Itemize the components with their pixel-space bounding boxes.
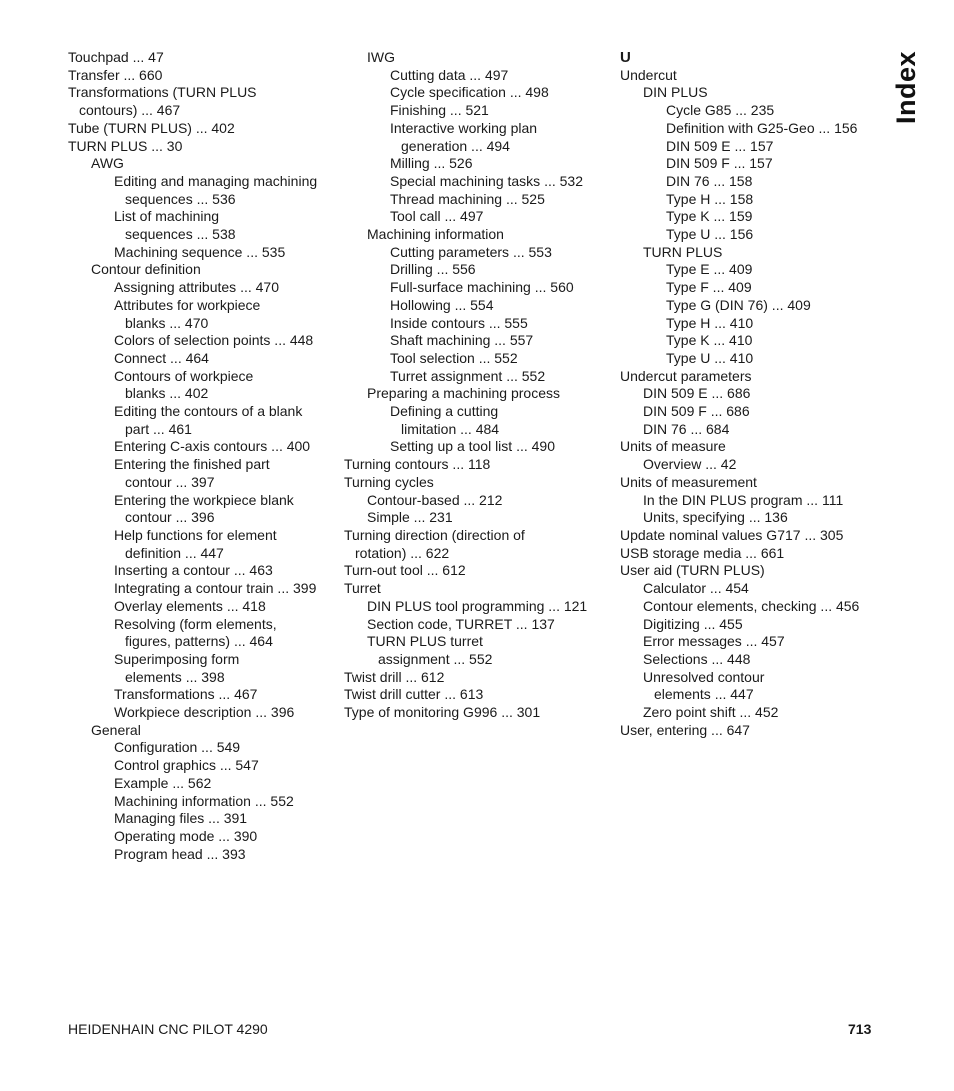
index-entry <box>344 102 614 120</box>
index-entry <box>68 616 338 651</box>
index-section-letter <box>620 49 870 67</box>
footer-page-number: 713 <box>848 1021 872 1037</box>
index-entry <box>68 492 338 527</box>
index-entry-text: DIN PLUS tool programming ... 121 <box>367 597 588 614</box>
index-entry-text: Control graphics ... 547 <box>114 757 259 774</box>
index-entry-text: USB storage media ... 661 <box>620 544 785 561</box>
index-entry <box>344 67 614 85</box>
index-entry-text: Type U ... 410 <box>666 349 754 366</box>
index-entry-text: Units, specifying ... 136 <box>643 509 788 526</box>
index-entry-text: Hollowing ... 554 <box>390 296 494 313</box>
index-entry-text: Managing files ... 391 <box>114 810 248 827</box>
index-entry <box>344 244 614 262</box>
index-entry-text: Contour definition <box>91 261 201 278</box>
index-entry-text: TURN PLUS turret <box>367 633 483 650</box>
index-entry <box>620 403 870 421</box>
index-entry <box>620 332 870 350</box>
index-entry <box>68 297 338 332</box>
index-entry <box>68 49 338 67</box>
index-entry <box>620 84 870 102</box>
index-entry-text: Turning contours ... 118 <box>344 456 491 473</box>
footer-publication: HEIDENHAIN CNC PILOT 4290 <box>68 1021 268 1037</box>
index-entry-text: Digitizing ... 455 <box>643 615 743 632</box>
index-entry-text: Type H ... 158 <box>666 190 754 207</box>
index-entry-text: Twist drill cutter ... 613 <box>344 686 484 703</box>
index-entry-text: Turning direction (direction of <box>344 526 525 543</box>
index-entry-text: Machining information <box>367 226 504 243</box>
index-entry <box>344 669 614 687</box>
index-entry <box>620 438 870 456</box>
index-entry <box>620 208 870 226</box>
index-entry <box>344 527 614 562</box>
index-entry <box>344 332 614 350</box>
index-entry-text: DIN 76 ... 158 <box>666 172 753 189</box>
index-entry <box>620 545 870 563</box>
index-entry <box>620 669 870 704</box>
index-entry <box>344 261 614 279</box>
index-entry-text: Drilling ... 556 <box>390 261 476 278</box>
index-entry-text: User aid (TURN PLUS) <box>620 562 765 579</box>
index-entry-text: Contour elements, checking ... 456 <box>643 597 860 614</box>
index-entry <box>68 261 338 279</box>
index-entry-text: Type of monitoring G996 ... 301 <box>344 704 541 721</box>
index-entry-text: U <box>620 49 631 66</box>
index-entry <box>68 527 338 562</box>
index-entry-text: Definition with G25-Geo ... 156 <box>666 119 858 136</box>
index-entry <box>68 580 338 598</box>
index-entry-continuation: part ... 461 <box>125 420 192 437</box>
index-entry <box>344 120 614 155</box>
index-entry <box>68 828 338 846</box>
index-entry-text: DIN 509 E ... 686 <box>643 385 751 402</box>
index-entry <box>344 350 614 368</box>
index-entry-text: Cycle specification ... 498 <box>390 84 549 101</box>
index-entry <box>68 456 338 491</box>
index-entry-text: Units of measurement <box>620 473 757 490</box>
index-entry-text: Cycle G85 ... 235 <box>666 102 775 119</box>
index-entry-text: Entering the workpiece blank <box>114 491 294 508</box>
index-entry <box>68 722 338 740</box>
index-entry-text: Type E ... 409 <box>666 261 753 278</box>
index-entry <box>344 509 614 527</box>
index-entry-text: Tube (TURN PLUS) ... 402 <box>68 119 235 136</box>
index-entry-text: Touchpad ... 47 <box>68 49 164 65</box>
index-entry-continuation: contours) ... 467 <box>79 102 181 119</box>
index-entry <box>620 509 870 527</box>
index-entry-text: Defining a cutting <box>390 403 499 420</box>
index-entry-text: Setting up a tool list ... 490 <box>390 438 555 455</box>
index-entry-text: TURN PLUS ... 30 <box>68 137 183 154</box>
side-title-text: Index <box>891 50 922 125</box>
index-entry <box>620 279 870 297</box>
index-entry <box>68 739 338 757</box>
index-entry-continuation: rotation) ... 622 <box>355 544 450 561</box>
index-entry-text: Type K ... 410 <box>666 332 753 349</box>
index-entry-text: AWG <box>91 155 124 172</box>
index-entry-text: Type F ... 409 <box>666 279 752 296</box>
index-entry-text: Operating mode ... 390 <box>114 827 258 844</box>
index-entry-text: Editing the contours of a blank <box>114 403 303 420</box>
index-entry-text: DIN 509 E ... 157 <box>666 137 774 154</box>
index-entry-text: In the DIN PLUS program ... 111 <box>643 491 844 508</box>
index-entry-text: General <box>91 721 141 738</box>
index-entry <box>68 562 338 580</box>
index-entry <box>344 191 614 209</box>
index-entry <box>620 722 870 740</box>
index-entry-text: DIN PLUS <box>643 84 708 101</box>
index-entry-text: Program head ... 393 <box>114 845 246 862</box>
index-entry-text: Units of measure <box>620 438 726 455</box>
index-entry-text: Colors of selection points ... 448 <box>114 332 314 349</box>
index-entry <box>620 562 870 580</box>
index-entry <box>344 633 614 668</box>
index-entry <box>620 297 870 315</box>
index-entry <box>344 616 614 634</box>
index-entry-text: DIN 509 F ... 157 <box>666 155 773 172</box>
index-entry <box>620 580 870 598</box>
index-entry <box>620 616 870 634</box>
index-entry <box>344 297 614 315</box>
index-entry <box>344 208 614 226</box>
index-entry-text: Assigning attributes ... 470 <box>114 279 279 296</box>
index-entry-text: Example ... 562 <box>114 774 212 791</box>
index-entry <box>620 138 870 156</box>
index-entry-continuation: definition ... 447 <box>125 544 224 561</box>
index-entry-text: Resolving (form elements, <box>114 615 277 632</box>
index-entry <box>68 279 338 297</box>
index-entry-text: Turning cycles <box>344 473 434 490</box>
index-entry-continuation: elements ... 398 <box>125 668 225 685</box>
index-entry-text: Error messages ... 457 <box>643 633 785 650</box>
index-column-2 <box>344 49 614 722</box>
index-entry <box>344 580 614 598</box>
index-entry <box>620 651 870 669</box>
index-entry <box>620 102 870 120</box>
index-entry-text: Milling ... 526 <box>390 155 473 172</box>
index-entry <box>68 67 338 85</box>
index-entry <box>344 438 614 456</box>
index-entry-text: Attributes for workpiece <box>114 296 261 313</box>
index-entry-text: Inside contours ... 555 <box>390 314 528 331</box>
index-entry <box>620 368 870 386</box>
index-entry <box>344 279 614 297</box>
index-entry <box>344 704 614 722</box>
index-entry-continuation: contour ... 397 <box>125 473 215 490</box>
index-entry <box>344 686 614 704</box>
index-entry-text: Cutting parameters ... 553 <box>390 243 552 260</box>
index-entry <box>68 138 338 156</box>
index-entry-text: Thread machining ... 525 <box>390 190 545 207</box>
index-entry-continuation: blanks ... 402 <box>125 385 209 402</box>
index-entry-text: Calculator ... 454 <box>643 580 749 597</box>
index-entry <box>68 757 338 775</box>
index-entry <box>620 67 870 85</box>
index-entry-text: Turret <box>344 580 381 597</box>
index-entry-text: Full-surface machining ... 560 <box>390 279 574 296</box>
index-entry <box>620 474 870 492</box>
index-entry-text: Help functions for element <box>114 526 277 543</box>
index-entry <box>344 492 614 510</box>
index-entry <box>344 403 614 438</box>
index-entry <box>620 633 870 651</box>
index-entry-text: Preparing a machining process <box>367 385 560 402</box>
index-entry-continuation: figures, patterns) ... 464 <box>125 633 273 650</box>
index-entry <box>344 49 614 67</box>
index-entry <box>344 155 614 173</box>
index-entry-text: Type K ... 159 <box>666 208 753 225</box>
index-entry <box>344 385 614 403</box>
index-entry-continuation: sequences ... 536 <box>125 190 236 207</box>
index-entry <box>68 775 338 793</box>
index-entry-text: Undercut parameters <box>620 367 752 384</box>
index-entry-text: Turn-out tool ... 612 <box>344 562 466 579</box>
index-entry <box>344 226 614 244</box>
index-entry-continuation: contour ... 396 <box>125 509 215 526</box>
index-entry-text: Type G (DIN 76) ... 409 <box>666 296 811 313</box>
index-entry-text: Type H ... 410 <box>666 314 754 331</box>
index-entry-continuation: sequences ... 538 <box>125 226 236 243</box>
index-entry <box>620 261 870 279</box>
index-entry <box>620 527 870 545</box>
index-entry-continuation: generation ... 494 <box>401 137 510 154</box>
index-entry <box>68 173 338 208</box>
index-entry <box>68 846 338 864</box>
index-entry-text: Finishing ... 521 <box>390 102 489 119</box>
index-entry-text: Contour-based ... 212 <box>367 491 503 508</box>
index-entry-text: TURN PLUS <box>643 243 723 260</box>
index-entry <box>344 456 614 474</box>
index-entry-text: Machining information ... 552 <box>114 792 294 809</box>
index-entry-text: DIN 509 F ... 686 <box>643 403 750 420</box>
index-entry <box>620 492 870 510</box>
index-entry <box>68 686 338 704</box>
index-entry-text: List of machining <box>114 208 220 225</box>
index-entry-text: Connect ... 464 <box>114 349 209 366</box>
index-entry <box>620 421 870 439</box>
index-entry <box>68 244 338 262</box>
index-entry-continuation: elements ... 447 <box>654 686 754 703</box>
index-entry <box>620 315 870 333</box>
index-entry-continuation: blanks ... 470 <box>125 314 209 331</box>
index-entry-text: Turret assignment ... 552 <box>390 367 546 384</box>
index-entry <box>620 155 870 173</box>
index-entry-text: Tool call ... 497 <box>390 208 484 225</box>
index-column-1 <box>68 49 338 863</box>
index-entry-text: Cutting data ... 497 <box>390 66 509 83</box>
index-entry-text: Inserting a contour ... 463 <box>114 562 273 579</box>
index-entry-text: Shaft machining ... 557 <box>390 332 534 349</box>
index-entry-text: Interactive working plan <box>390 119 538 136</box>
index-entry <box>620 120 870 138</box>
index-entry-continuation: assignment ... 552 <box>378 650 493 667</box>
side-title <box>882 50 922 125</box>
index-entry-text: Transformations (TURN PLUS <box>68 84 257 101</box>
index-entry <box>68 120 338 138</box>
index-entry <box>68 84 338 119</box>
index-entry-text: Machining sequence ... 535 <box>114 243 286 260</box>
index-entry <box>620 385 870 403</box>
index-entry-text: Transfer ... 660 <box>68 66 163 83</box>
index-entry <box>68 810 338 828</box>
index-entry-text: Undercut <box>620 66 677 83</box>
index-entry <box>68 793 338 811</box>
index-entry <box>620 226 870 244</box>
index-entry <box>68 651 338 686</box>
index-entry <box>68 403 338 438</box>
index-entry-text: Zero point shift ... 452 <box>643 704 779 721</box>
index-entry <box>620 191 870 209</box>
index-entry <box>620 598 870 616</box>
index-entry <box>68 208 338 243</box>
index-entry <box>344 598 614 616</box>
index-entry-text: Twist drill ... 612 <box>344 668 445 685</box>
index-entry <box>344 368 614 386</box>
index-entry-text: User, entering ... 647 <box>620 721 750 738</box>
index-entry <box>620 456 870 474</box>
index-entry-text: Unresolved contour <box>643 668 765 685</box>
index-entry <box>68 438 338 456</box>
index-entry-text: Special machining tasks ... 532 <box>390 172 583 189</box>
index-entry <box>344 173 614 191</box>
index-entry-text: Entering C-axis contours ... 400 <box>114 438 311 455</box>
index-entry <box>620 244 870 262</box>
index-entry-text: Tool selection ... 552 <box>390 349 518 366</box>
index-entry-text: Overlay elements ... 418 <box>114 597 266 614</box>
index-entry-text: Type U ... 156 <box>666 226 754 243</box>
index-entry-text: Update nominal values G717 ... 305 <box>620 526 844 543</box>
index-entry <box>68 368 338 403</box>
index-entry <box>344 315 614 333</box>
index-entry-text: Overview ... 42 <box>643 456 737 473</box>
index-entry-text: IWG <box>367 49 395 65</box>
index-entry <box>68 704 338 722</box>
index-entry-text: Contours of workpiece <box>114 367 254 384</box>
index-entry-text: DIN 76 ... 684 <box>643 420 730 437</box>
index-entry-text: Superimposing form <box>114 650 240 667</box>
index-column-3 <box>620 49 870 739</box>
index-entry-text: Editing and managing machining <box>114 172 318 189</box>
index-entry <box>344 84 614 102</box>
index-entry-continuation: limitation ... 484 <box>401 420 500 437</box>
index-entry-text: Transformations ... 467 <box>114 686 258 703</box>
index-entry-text: Entering the finished part <box>114 456 270 473</box>
index-entry-text: Selections ... 448 <box>643 650 751 667</box>
index-entry <box>620 173 870 191</box>
index-entry-text: Simple ... 231 <box>367 509 453 526</box>
index-entry <box>68 598 338 616</box>
index-entry <box>344 474 614 492</box>
index-entry <box>344 562 614 580</box>
index-entry <box>68 155 338 173</box>
index-entry-text: Integrating a contour train ... 399 <box>114 580 317 597</box>
index-entry <box>68 350 338 368</box>
index-entry <box>68 332 338 350</box>
index-entry <box>620 350 870 368</box>
index-entry-text: Configuration ... 549 <box>114 739 241 756</box>
index-entry-text: Section code, TURRET ... 137 <box>367 615 555 632</box>
index-entry <box>620 704 870 722</box>
index-entry-text: Workpiece description ... 396 <box>114 704 295 721</box>
